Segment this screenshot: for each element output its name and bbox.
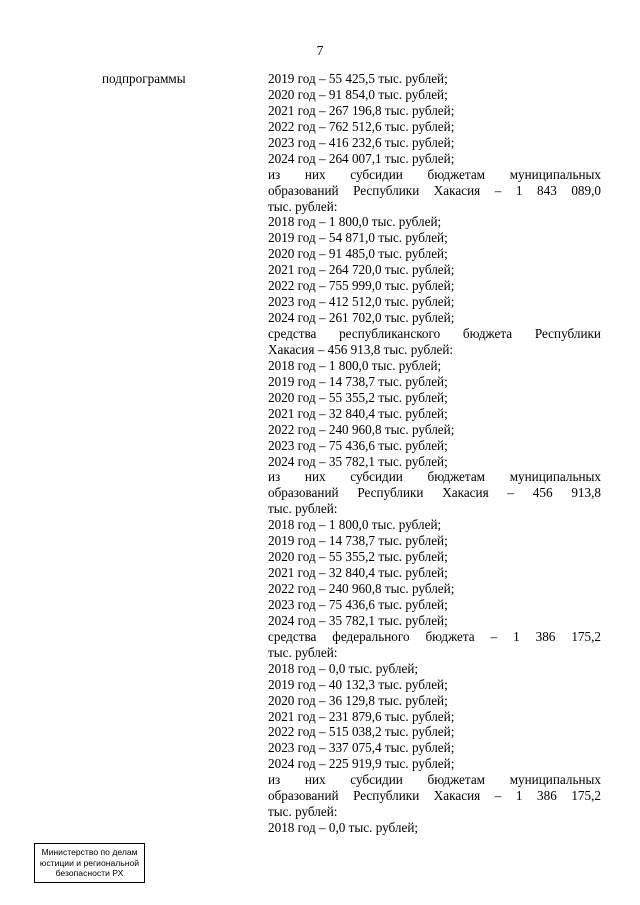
text-line: 2018 год – 1 800,0 тыс. рублей; — [268, 517, 442, 533]
funding-text-column — [268, 71, 601, 836]
text-line: 2021 год – 231 879,6 тыс. рублей; — [268, 708, 455, 724]
text-line: образований Республики Хакасия – 1 843 089,0 — [268, 182, 601, 198]
text-line: тыс. рублей: — [268, 644, 338, 660]
text-line: 2018 год – 0,0 тыс. рублей; — [268, 820, 419, 836]
text-line: 2019 год – 14 738,7 тыс. рублей; — [268, 533, 448, 549]
stamp-line: Министерство по делам — [41, 847, 138, 857]
text-line: 2018 год – 1 800,0 тыс. рублей; — [268, 214, 442, 230]
text-line: 2023 год – 337 075,4 тыс. рублей; — [268, 740, 455, 756]
text-line: 2020 год – 91 854,0 тыс. рублей; — [268, 86, 448, 102]
text-line: средства федерального бюджета – 1 386 175,2 — [268, 628, 601, 644]
text-line: 2019 год – 14 738,7 тыс. рублей; — [268, 373, 448, 389]
text-line: 2022 год – 240 960,8 тыс. рублей; — [268, 421, 455, 437]
text-line: 2024 год – 35 782,1 тыс. рублей; — [268, 453, 448, 469]
text-line: 2023 год – 416 232,6 тыс. рублей; — [268, 134, 455, 150]
text-line: 2021 год – 32 840,4 тыс. рублей; — [268, 405, 448, 421]
text-line: 2023 год – 75 436,6 тыс. рублей; — [268, 596, 448, 612]
text-line: 2018 год – 1 800,0 тыс. рублей; — [268, 357, 442, 373]
text-line: 2024 год – 264 007,1 тыс. рублей; — [268, 150, 455, 166]
text-line: 2020 год – 55 355,2 тыс. рублей; — [268, 549, 448, 565]
text-line: 2020 год – 91 485,0 тыс. рублей; — [268, 246, 448, 262]
text-line: 2021 год – 267 196,8 тыс. рублей; — [268, 102, 455, 118]
section-label: подпрограммы — [102, 71, 186, 86]
text-line: 2020 год – 36 129,8 тыс. рублей; — [268, 692, 448, 708]
text-line: 2021 год – 32 840,4 тыс. рублей; — [268, 565, 448, 581]
text-line: 2020 год – 55 355,2 тыс. рублей; — [268, 389, 448, 405]
text-line: из них субсидии бюджетам муниципальных — [268, 469, 601, 485]
text-line: 2019 год – 55 425,5 тыс. рублей; — [268, 71, 448, 86]
text-line: 2023 год – 75 436,6 тыс. рублей; — [268, 437, 448, 453]
text-line: 2023 год – 412 512,0 тыс. рублей; — [268, 294, 455, 310]
text-line: из них субсидии бюджетам муниципальных — [268, 166, 601, 182]
text-line: 2019 год – 40 132,3 тыс. рублей; — [268, 676, 448, 692]
text-line: 2022 год – 515 038,2 тыс. рублей; — [268, 724, 455, 740]
stamp-line: юстиции и региональной — [39, 857, 140, 868]
text-line: средства республиканского бюджета Республики — [268, 326, 601, 341]
page-number: 7 — [316, 43, 324, 58]
text-line: 2021 год – 264 720,0 тыс. рублей; — [268, 262, 455, 278]
text-line: тыс. рублей: — [268, 198, 338, 214]
text-line: образований Республики Хакасия – 456 913,8 — [268, 485, 601, 501]
text-line: тыс. рублей: — [268, 804, 338, 820]
stamp-line: безопасности РХ — [55, 868, 124, 879]
text-line: 2024 год – 35 782,1 тыс. рублей; — [268, 612, 448, 628]
text-line: 2024 год – 261 702,0 тыс. рублей; — [268, 310, 455, 326]
text-line: образований Республики Хакасия – 1 386 175,2 — [268, 788, 601, 804]
text-line: тыс. рублей: — [268, 501, 338, 517]
text-line: 2022 год – 240 960,8 тыс. рублей; — [268, 581, 455, 596]
text-line: Хакасия – 456 913,8 тыс. рублей: — [268, 341, 454, 357]
text-line: 2024 год – 225 919,9 тыс. рублей; — [268, 756, 455, 772]
text-line: 2019 год – 54 871,0 тыс. рублей; — [268, 230, 448, 246]
ministry-stamp — [34, 843, 145, 883]
text-line: 2018 год – 0,0 тыс. рублей; — [268, 660, 419, 676]
text-line: из них субсидии бюджетам муниципальных — [268, 772, 601, 788]
text-line: 2022 год – 755 999,0 тыс. рублей; — [268, 278, 455, 294]
text-line: 2022 год – 762 512,6 тыс. рублей; — [268, 118, 455, 134]
